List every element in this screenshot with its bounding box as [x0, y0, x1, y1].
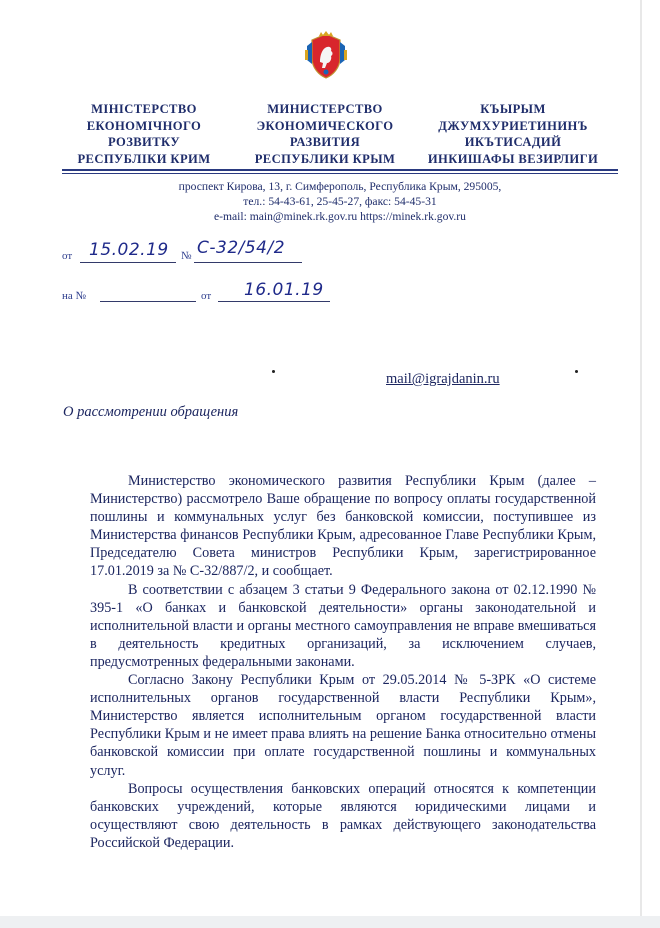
org-name-crimean-tatar: [413, 101, 613, 167]
scan-speck: [575, 370, 578, 373]
scan-edge: [640, 0, 642, 928]
crimea-coat-of-arms-icon: [303, 30, 349, 80]
org-name-russian: [225, 101, 425, 167]
from-label: от: [62, 250, 73, 262]
outgoing-number: С-32/54/2: [197, 238, 286, 258]
address: проспект Кирова, 13, г. Симферополь, Республика Крым, 295005,: [178, 180, 502, 193]
org-name-line: РАЗВИТИЯ: [289, 135, 361, 149]
letter-body: [90, 472, 596, 852]
ref-number-underline: [100, 301, 196, 302]
date-underline: [80, 262, 176, 263]
reference-date: 16.01.19: [244, 280, 324, 300]
org-name-line: РОЗВИТКУ: [108, 135, 180, 149]
ref-from-label: от: [201, 290, 212, 302]
letterhead-divider: [62, 169, 618, 171]
recipient-email-link[interactable]: mail@igrajdanin.ru: [386, 371, 500, 387]
ref-date-underline: [218, 301, 330, 302]
outgoing-date: 15.02.19: [89, 240, 169, 260]
org-name-line: МІНІСТЕРСТВО: [91, 102, 197, 116]
phones: тел.: 54-43-61, 25-45-27, факс: 54-45-31: [243, 195, 437, 208]
org-name-line: ИКЪТИСАДИЙ: [464, 135, 562, 149]
org-name-line: ЭКОНОМИЧЕСКОГО: [256, 118, 394, 133]
org-name-ukrainian: [44, 101, 244, 167]
body-paragraph: Согласно Закону Республики Крым от 29.05.2014 № 5-ЗРК «О системе исполнительных органов государственной власти Республики Крым», Министерство является исполнительным органом государственной власти Республики Крым и не имеет права влиять на решение Банка относительно отмены банковской комиссии при оплате государственной пошлины и коммунальных услуг.: [90, 672, 596, 779]
number-underline: [194, 262, 302, 263]
body-paragraph: В соответствии с абзацем 3 статьи 9 Федерального закона от 02.12.1990 № 395-1 «О банках и банковской деятельности» органы законодательной и исполнительной власти и органы местного самоуправления не вправе вмешиваться в деятельность кредитных организаций, за исключением случаев, предусмотренных федеральными законами.: [90, 581, 596, 670]
org-name-line: КЪЫРЫМ: [480, 102, 546, 116]
org-name-line: ДЖУМХУРИЕТИНИНЪ: [438, 118, 588, 133]
number-label: №: [181, 250, 192, 262]
scan-bottom-edge: [0, 916, 660, 928]
letter-subject: О рассмотрении обращения: [63, 404, 239, 420]
org-name-line: ЕКОНОМІЧНОГО: [86, 118, 202, 133]
org-name-line: РЕСПУБЛІКИ КРИМ: [77, 151, 211, 166]
scan-speck: [272, 370, 275, 373]
org-name-line: РЕСПУБЛИКИ КРЫМ: [254, 151, 396, 166]
letterhead-divider: [62, 173, 618, 174]
org-name-line: ИНКИШАФЫ ВЕЗИРЛИГИ: [427, 151, 599, 166]
body-paragraph: Министерство экономического развития Республики Крым (далее – Министерство) рассмотрело Ваше обращение по вопросу оплаты государственной пошлины и коммунальных услуг без банковской комиссии, поступившее из Министерства финансов Республики Крым, адресованное Главе Республики Крым, Председателю Совета министров Республики Крым, зарегистрированное 17.01.2019 за № С-32/887/2, и сообщает.: [90, 473, 596, 580]
reference-label: на №: [62, 290, 87, 302]
body-paragraph: Вопросы осуществления банковских операций относятся к компетенции банковских учреждений, которые являются юридическими лицами и осуществляют свою деятельность в рамках действующего законодательства Российской Федерации.: [90, 780, 596, 851]
email-website: e-mail: main@minek.rk.gov.ru https://minek.rk.gov.ru: [214, 210, 466, 223]
org-name-line: МИНИСТЕРСТВО: [267, 102, 383, 116]
